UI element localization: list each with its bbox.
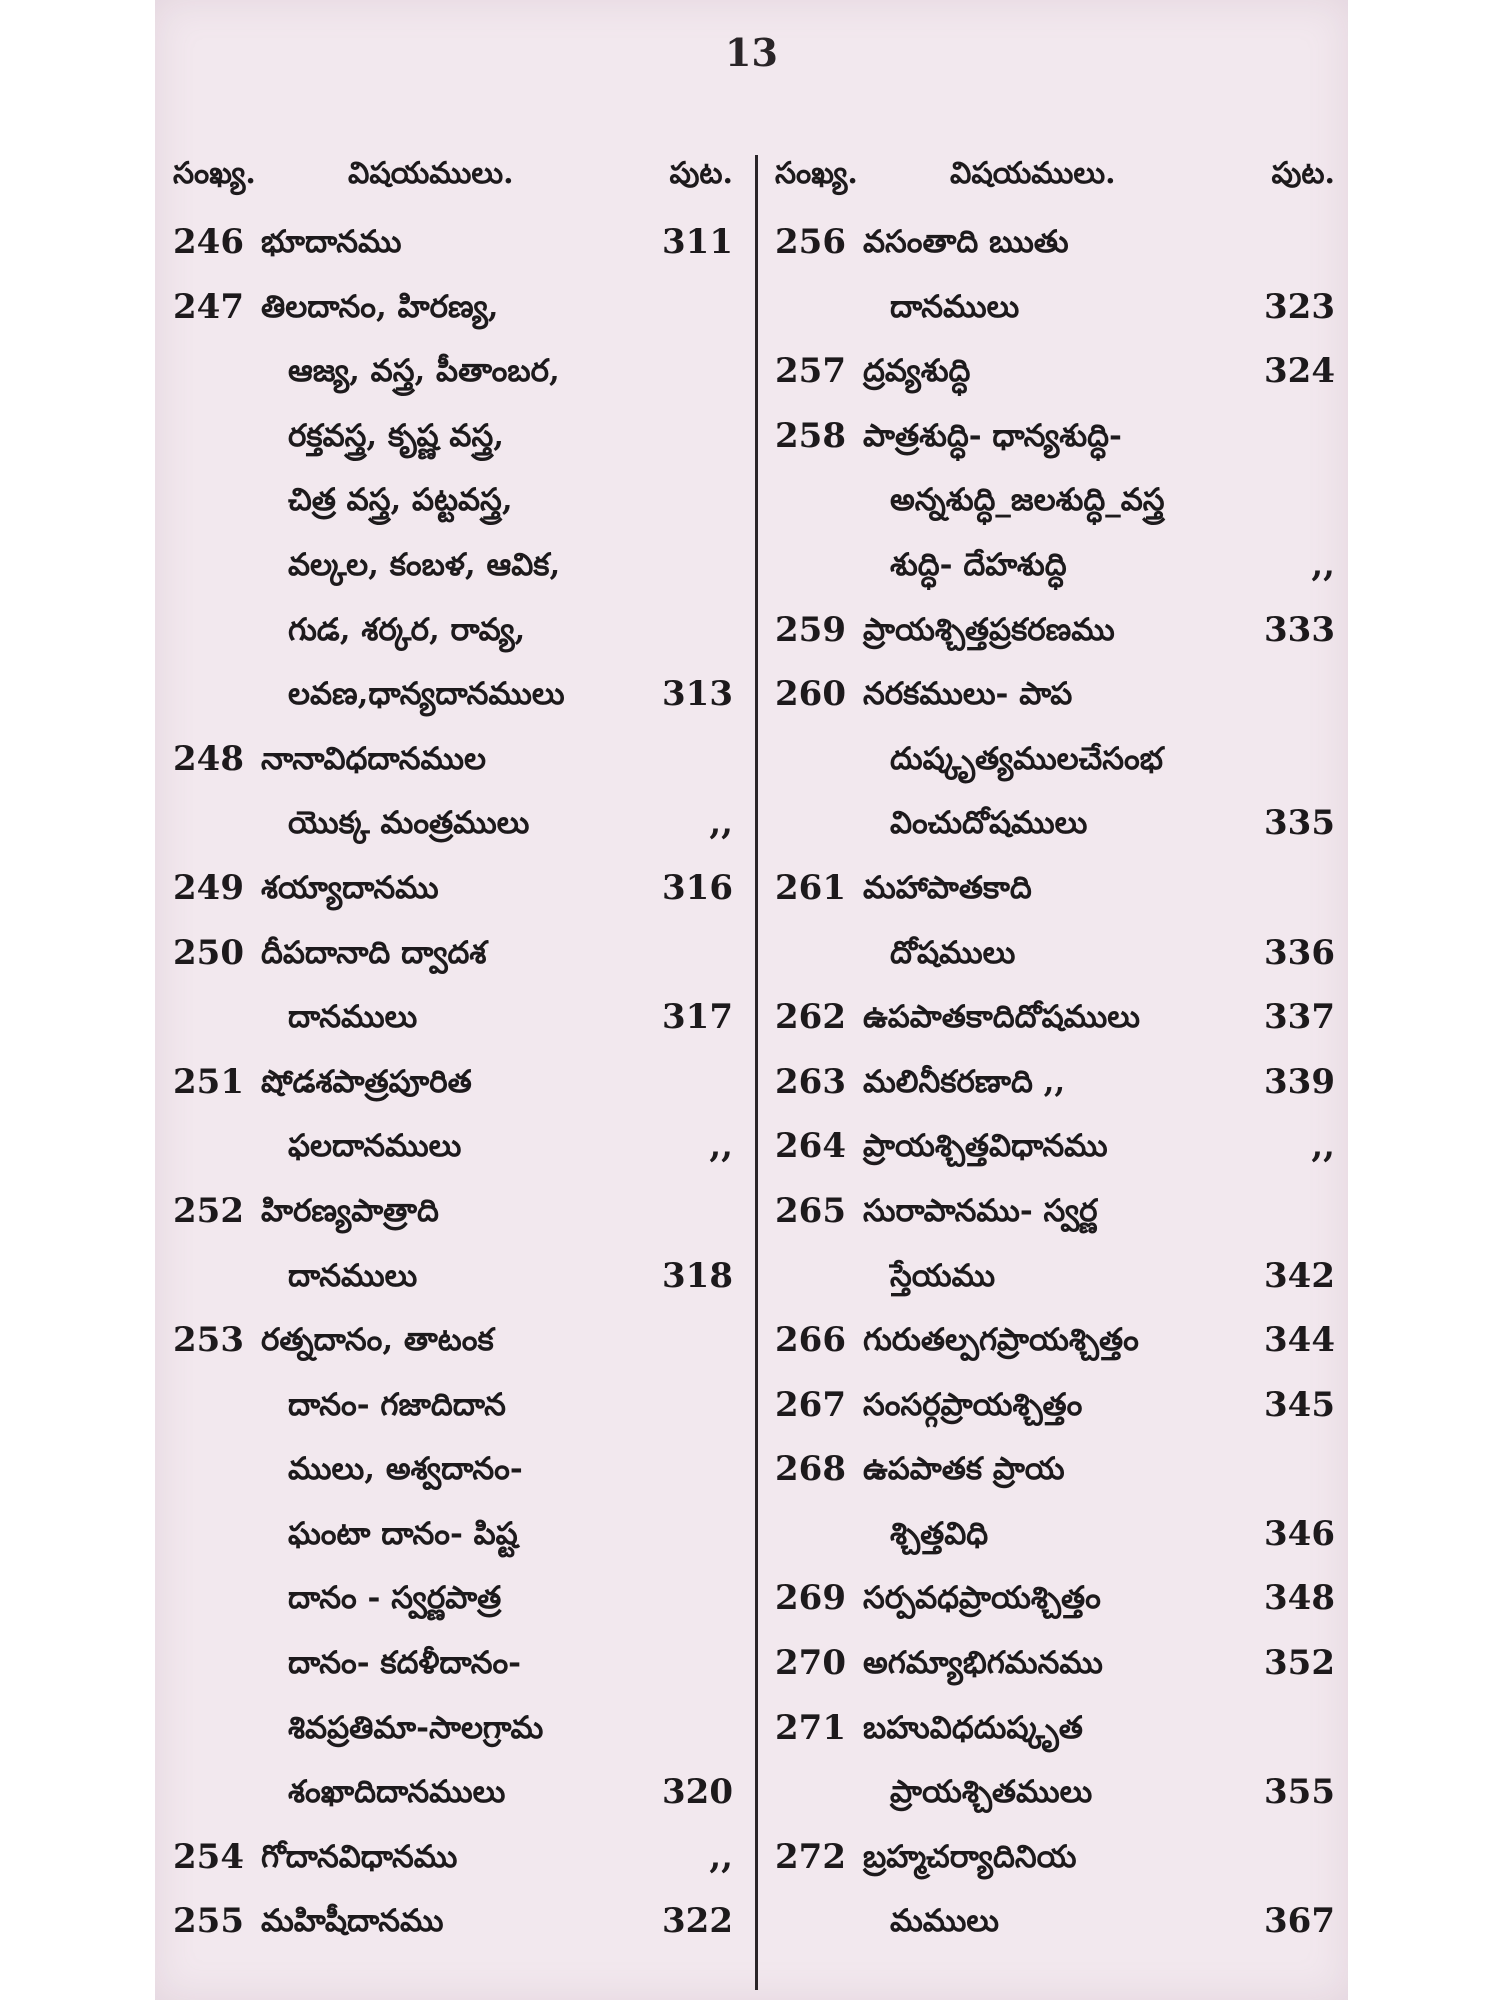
entry-subject: బహువిధదుష్కృత	[863, 1709, 1083, 1746]
toc-entry-line	[775, 791, 1335, 856]
toc-entry-line	[775, 1502, 1335, 1567]
entry-number: 247	[173, 286, 244, 327]
entry-subject: శివప్రతిమా-సాలగ్రామ	[288, 1709, 544, 1746]
entry-subject: నరకములు- పాప	[863, 676, 1073, 713]
toc-entry-line	[173, 921, 733, 986]
entry-number: 269	[775, 1578, 846, 1619]
entry-page: 344	[1264, 1320, 1335, 1361]
entry-subject: శ్చిత్తవిధి	[890, 1515, 989, 1552]
entry-page: 355	[1264, 1772, 1335, 1813]
entry-number: 266	[775, 1320, 846, 1361]
entry-number: 270	[775, 1643, 846, 1684]
column-divider	[755, 155, 758, 1990]
toc-entry	[775, 1696, 1335, 1825]
toc-entry-line	[775, 1631, 1335, 1696]
entry-subject: దానం- గజాదిదాన	[288, 1386, 506, 1423]
toc-entry	[173, 1050, 733, 1179]
toc-entry-line	[173, 856, 733, 921]
entry-number: 252	[173, 1190, 244, 1231]
entry-number: 251	[173, 1061, 244, 1102]
toc-entry-line	[775, 1244, 1335, 1309]
entry-number: 250	[173, 932, 244, 973]
header-subject: విషయములు.	[950, 156, 1116, 191]
entry-number: 259	[775, 609, 846, 650]
header-subject: విషయములు.	[348, 156, 514, 191]
entry-subject: లవణ,ధాన్యదానములు	[288, 676, 565, 713]
toc-entry	[775, 1566, 1335, 1631]
entry-page: 346	[1264, 1513, 1335, 1554]
toc-entry-line	[173, 1631, 733, 1696]
toc-entry	[775, 662, 1335, 856]
column-header	[173, 150, 733, 210]
entry-subject: దానములు	[288, 1257, 418, 1294]
toc-entry	[173, 1825, 733, 1890]
toc-entry-line	[173, 1437, 733, 1502]
toc-entry-line	[173, 598, 733, 663]
entry-subject: ఉపపాతకాదిదోషములు	[863, 999, 1140, 1036]
entry-page: 318	[662, 1255, 733, 1296]
toc-entry	[775, 1437, 1335, 1566]
toc-entry	[173, 856, 733, 921]
left-column	[173, 150, 733, 1954]
right-entry-list	[775, 210, 1335, 1954]
toc-entry	[775, 1825, 1335, 1954]
entry-page: 367	[1264, 1901, 1335, 1942]
entry-subject: ఘంటా దానం- పిష్ట	[288, 1515, 518, 1552]
entry-page: 342	[1264, 1255, 1335, 1296]
toc-entry-line	[775, 1050, 1335, 1115]
toc-entry	[173, 210, 733, 275]
header-number: సంఖ్య.	[173, 156, 256, 191]
toc-entry-line	[775, 1889, 1335, 1954]
toc-entry	[775, 1179, 1335, 1308]
entry-subject: సంసర్గప్రాయశ్చిత్తం	[863, 1386, 1083, 1423]
entry-page: 324	[1264, 351, 1335, 392]
entry-page: 323	[1264, 286, 1335, 327]
entry-subject: శుద్ధి- దేహశుద్ధి	[890, 546, 1067, 583]
toc-entry	[775, 210, 1335, 339]
toc-entry-line	[173, 1825, 733, 1890]
toc-entry	[173, 1889, 733, 1954]
entry-subject: నానావిధదానముల	[261, 740, 486, 777]
toc-entry-line	[775, 985, 1335, 1050]
entry-subject: ములు, అశ్వదానం-	[288, 1451, 523, 1488]
entry-subject: రత్నదానం, తాటంక	[261, 1322, 494, 1359]
entry-subject: ఫలదానములు	[288, 1128, 462, 1165]
toc-entry	[775, 1050, 1335, 1115]
entry-page: 317	[662, 997, 733, 1038]
entry-page: 316	[662, 867, 733, 908]
entry-page: 352	[1264, 1643, 1335, 1684]
entry-subject: యొక్క మంత్రములు	[288, 805, 530, 842]
entry-subject: చిత్ర వస్త్ర, పట్టవస్త్ర,	[288, 482, 513, 519]
toc-entry-line	[173, 1308, 733, 1373]
entry-number: 253	[173, 1320, 244, 1361]
entry-subject: గురుతల్పగప్రాయశ్చిత్తం	[863, 1322, 1139, 1359]
toc-entry	[173, 1179, 733, 1308]
toc-entry	[775, 1631, 1335, 1696]
entry-subject: గుడ, శర్కర, రావ్య,	[288, 611, 526, 648]
toc-entry	[173, 727, 733, 856]
entry-number: 260	[775, 674, 846, 715]
entry-page: 320	[662, 1772, 733, 1813]
toc-entry-line	[173, 1760, 733, 1825]
entry-page: 311	[662, 222, 733, 262]
entry-page: 336	[1264, 932, 1335, 973]
toc-entry-line	[173, 1696, 733, 1761]
entry-number: 271	[775, 1707, 846, 1748]
toc-entry-line	[775, 210, 1335, 275]
toc-entry-line	[173, 727, 733, 792]
entry-subject: గోదానవిధానము	[261, 1838, 458, 1875]
entry-subject: పాత్రశుద్ధి- ధాన్యశుద్ధి-	[863, 417, 1122, 454]
entry-subject: మలినీకరణాది ,,	[863, 1063, 1066, 1100]
entry-subject: ద్రవ్యశుద్ధి	[863, 353, 971, 390]
entry-page: ,,	[1311, 1126, 1335, 1167]
toc-entry-line	[775, 533, 1335, 598]
entry-subject: ప్రాయశ్చితములు	[890, 1774, 1093, 1811]
toc-entry	[775, 1373, 1335, 1438]
entry-number: 265	[775, 1190, 846, 1231]
toc-entry-line	[775, 1179, 1335, 1244]
entry-subject: మహాపాతకాది	[863, 869, 1032, 906]
header-page: పుట.	[669, 156, 733, 191]
entry-subject: ఆజ్య, వస్త్ర, పీతాంబర,	[288, 353, 560, 390]
page-number: 13	[725, 30, 778, 75]
toc-entry-line	[173, 1373, 733, 1438]
toc-entry-line	[775, 1308, 1335, 1373]
toc-entry-line	[775, 1696, 1335, 1761]
entry-subject: శయ్యాదానము	[261, 869, 439, 906]
toc-entry-line	[775, 468, 1335, 533]
toc-entry	[173, 921, 733, 1050]
entry-subject: అగమ్యాభిగమనము	[863, 1645, 1103, 1682]
toc-entry-line	[775, 1760, 1335, 1825]
toc-entry-line	[173, 662, 733, 727]
entry-page: ,,	[709, 1126, 733, 1167]
entry-number: 249	[173, 867, 244, 908]
entry-subject: వించుదోషములు	[890, 805, 1088, 842]
entry-number: 261	[775, 867, 846, 908]
entry-page: 322	[662, 1901, 733, 1942]
entry-number: 268	[775, 1449, 846, 1490]
entry-subject: సురాపానము- స్వర్ణ	[863, 1192, 1098, 1229]
entry-subject: మహిషీదానము	[261, 1903, 444, 1940]
toc-entry	[775, 1308, 1335, 1373]
entry-number: 262	[775, 997, 846, 1038]
entry-subject: ఉపపాతక ప్రాయ	[863, 1451, 1065, 1488]
toc-entry-line	[173, 404, 733, 469]
entry-subject: రక్తవస్త్ర, కృష్ణ వస్త్ర,	[288, 417, 505, 454]
entry-subject: ప్రాయశ్చిత్తవిధానము	[863, 1128, 1108, 1165]
entry-subject: హిరణ్యపాత్రాది	[261, 1192, 439, 1229]
toc-entry-line	[173, 1179, 733, 1244]
toc-entry-line	[775, 275, 1335, 340]
toc-entry	[775, 985, 1335, 1050]
entry-page: 337	[1264, 997, 1335, 1038]
toc-entry-line	[173, 339, 733, 404]
header-page: పుట.	[1271, 156, 1335, 191]
entry-subject: స్తేయము	[890, 1257, 996, 1294]
toc-entry-line	[173, 275, 733, 340]
toc-entry-line	[775, 339, 1335, 404]
entry-subject: దోషములు	[890, 934, 1016, 971]
toc-entry-line	[775, 404, 1335, 469]
entry-subject: ప్రాయశ్చిత్తప్రకరణము	[863, 611, 1115, 648]
entry-number: 248	[173, 738, 244, 779]
entry-page: 333	[1264, 609, 1335, 650]
entry-subject: షోడశపాత్రపూరిత	[261, 1063, 472, 1100]
toc-entry-line	[775, 1373, 1335, 1438]
entry-page: 348	[1264, 1578, 1335, 1619]
toc-entry	[775, 339, 1335, 404]
entry-number: 256	[775, 222, 846, 262]
entry-subject: దానం - స్వర్ణపాత్ర	[288, 1580, 502, 1617]
toc-entry-line	[173, 1502, 733, 1567]
entry-subject: దీపదానాది ద్వాదశ	[261, 934, 487, 971]
entry-number: 264	[775, 1126, 846, 1167]
toc-entry-line	[173, 1889, 733, 1954]
entry-subject: వల్కల, కంబళ, ఆవిక,	[288, 546, 561, 583]
entry-subject: బ్రహ్మచర్యాదినియ	[863, 1838, 1077, 1875]
entry-page: ,,	[709, 803, 733, 844]
entry-page: 339	[1264, 1061, 1335, 1102]
entry-subject: దుష్కృత్యములచేసంభ	[890, 740, 1163, 777]
left-entry-list	[173, 210, 733, 1954]
header-number: సంఖ్య.	[775, 156, 858, 191]
entry-number: 263	[775, 1061, 846, 1102]
toc-entry-line	[775, 856, 1335, 921]
right-column	[775, 150, 1335, 1954]
toc-entry-line	[173, 1566, 733, 1631]
toc-entry-line	[775, 1825, 1335, 1890]
toc-entry-line	[173, 1114, 733, 1179]
entry-number: 246	[173, 222, 244, 262]
entry-page: ,,	[709, 1836, 733, 1877]
toc-entry	[173, 275, 733, 727]
toc-entry-line	[173, 791, 733, 856]
entry-subject: తిలదానం, హిరణ్య,	[261, 288, 499, 325]
toc-entry-line	[173, 533, 733, 598]
toc-entry-line	[173, 210, 733, 275]
entry-subject: దానములు	[890, 288, 1020, 325]
toc-entry-line	[775, 598, 1335, 663]
toc-entry-line	[775, 727, 1335, 792]
entry-page: 313	[662, 674, 733, 715]
entry-number: 258	[775, 415, 846, 456]
toc-entry-line	[173, 985, 733, 1050]
toc-entry	[775, 404, 1335, 598]
entry-subject: దానములు	[288, 999, 418, 1036]
entry-subject: భూదానము	[261, 224, 402, 260]
entry-number: 272	[775, 1836, 846, 1877]
toc-entry-line	[775, 921, 1335, 986]
entry-page: ,,	[1311, 544, 1335, 585]
toc-entry-line	[173, 1050, 733, 1115]
column-header	[775, 150, 1335, 210]
toc-entry-line	[775, 1566, 1335, 1631]
toc-entry	[775, 1114, 1335, 1179]
entry-subject: వసంతాది ఋతు	[863, 224, 1069, 260]
toc-entry-line	[775, 1114, 1335, 1179]
entry-subject: దానం- కదళీదానం-	[288, 1645, 522, 1682]
toc-entry-line	[775, 662, 1335, 727]
toc-entry-line	[173, 468, 733, 533]
entry-number: 254	[173, 1836, 244, 1877]
toc-entry	[775, 856, 1335, 985]
entry-subject: మములు	[890, 1903, 1000, 1940]
toc-entry	[173, 1308, 733, 1825]
entry-number: 257	[775, 351, 846, 392]
entry-subject: అన్నశుద్ధి_జలశుద్ధి_వస్త్ర	[890, 482, 1165, 519]
toc-entry	[775, 598, 1335, 663]
entry-number: 267	[775, 1384, 846, 1425]
entry-page: 345	[1264, 1384, 1335, 1425]
toc-entry-line	[173, 1244, 733, 1309]
book-page	[155, 0, 1348, 2000]
entry-subject: శంఖాదిదానములు	[288, 1774, 506, 1811]
entry-number: 255	[173, 1901, 244, 1942]
entry-page: 335	[1264, 803, 1335, 844]
entry-subject: సర్పవధప్రాయశ్చిత్తం	[863, 1580, 1101, 1617]
toc-entry-line	[775, 1437, 1335, 1502]
